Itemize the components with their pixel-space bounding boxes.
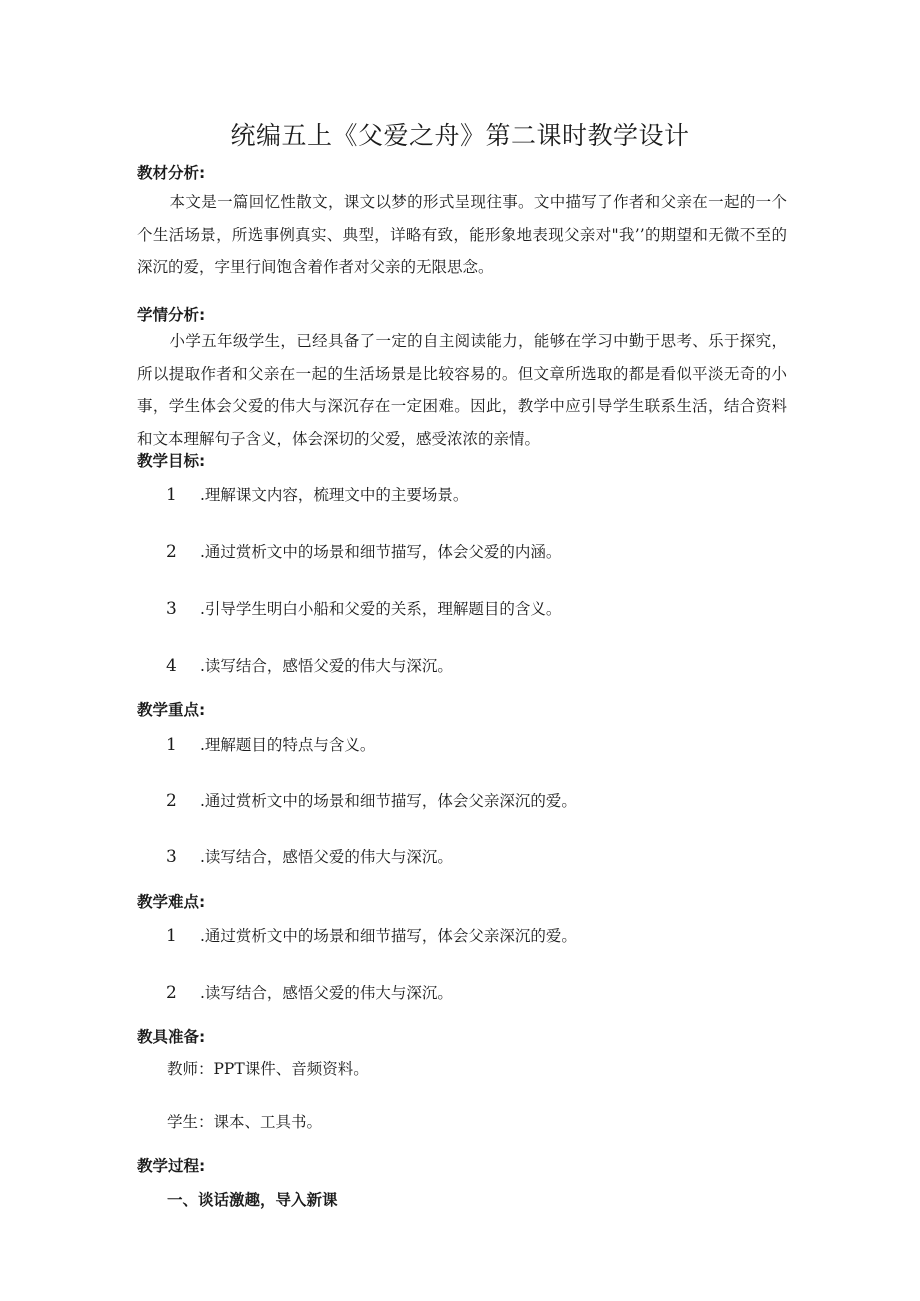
keypoint-item xyxy=(166,789,577,811)
goal-number: 2 xyxy=(166,542,177,562)
difficulty-text: .通过赏析文中的场景和细节描写，体会父亲深沉的爱。 xyxy=(200,927,577,945)
goal-number: 4 xyxy=(166,656,177,676)
goal-item xyxy=(166,654,453,676)
teacher-materials: 教师：PPT课件、音频资料。 xyxy=(167,1060,369,1078)
difficulty-number: 2 xyxy=(166,983,177,1003)
goal-text: .引导学生明白小船和父爱的关系，理解题目的含义。 xyxy=(200,600,562,618)
heading-process: 教学过程: xyxy=(137,1157,206,1175)
goal-number: 1 xyxy=(166,485,177,505)
keypoint-text: .通过赏析文中的场景和细节描写，体会父亲深沉的爱。 xyxy=(200,792,577,810)
difficulty-item xyxy=(166,981,453,1003)
goal-item xyxy=(166,597,561,619)
student-materials: 学生：课本、工具书。 xyxy=(167,1113,323,1131)
goal-text: .通过赏析文中的场景和细节描写，体会父爱的内涵。 xyxy=(200,543,562,561)
heading-learners: 学情分析: xyxy=(137,306,206,324)
goal-text: .理解课文内容，梳理文中的主要场景。 xyxy=(200,486,469,504)
difficulty-text: .读写结合，感悟父爱的伟大与深沉。 xyxy=(200,984,453,1002)
goal-text: .读写结合，感悟父爱的伟大与深沉。 xyxy=(200,657,453,675)
keypoint-text: .理解题目的特点与含义。 xyxy=(200,736,376,754)
heading-materials: 教具准备: xyxy=(137,1028,206,1046)
learners-paragraph: 小学五年级学生，已经具备了一定的自主阅读能力，能够在学习中勤于思考、乐于探究，所以提取作者和父亲在一起的生活场景是比较容易的。但文章所选取的都是看似平淡无奇的小事，学生体会父爱的伟大与深沉存在一定困难。因此，教学中应引导学生联系生活，结合资料和文本理解句子含义，体会深切的父爱，感受浓浓的亲情。 xyxy=(137,332,787,448)
difficulty-number: 1 xyxy=(166,926,177,946)
keypoint-text: .读写结合，感悟父爱的伟大与深沉。 xyxy=(200,848,453,866)
keypoint-number: 2 xyxy=(166,791,177,811)
keypoint-number: 3 xyxy=(166,847,177,867)
document-title: 统编五上《父爱之舟》第二课时教学设计 xyxy=(230,121,690,150)
keypoint-number: 1 xyxy=(166,735,177,755)
heading-analysis: 教材分析: xyxy=(137,164,206,182)
goal-item xyxy=(166,483,468,505)
keypoint-item xyxy=(166,845,453,867)
keypoint-item xyxy=(166,733,375,755)
analysis-paragraph: 本文是一篇回忆性散文，课文以梦的形式呈现往事。文中描写了作者和父亲在一起的一个个生活场景，所选事例真实、典型，详略有致，能形象地表现父亲对"我’’的期望和无微不至的深沉的爱，字里行间饱含着作者对父亲的无限思念。 xyxy=(137,193,787,276)
goal-number: 3 xyxy=(166,599,177,619)
goal-item xyxy=(166,540,561,562)
heading-goals: 教学目标: xyxy=(137,452,206,470)
difficulty-item xyxy=(166,924,577,946)
heading-keypoints: 教学重点: xyxy=(137,701,206,719)
heading-difficulties: 教学难点: xyxy=(137,893,206,911)
process-step-1: 一、谈话激趣，导入新课 xyxy=(167,1191,338,1209)
